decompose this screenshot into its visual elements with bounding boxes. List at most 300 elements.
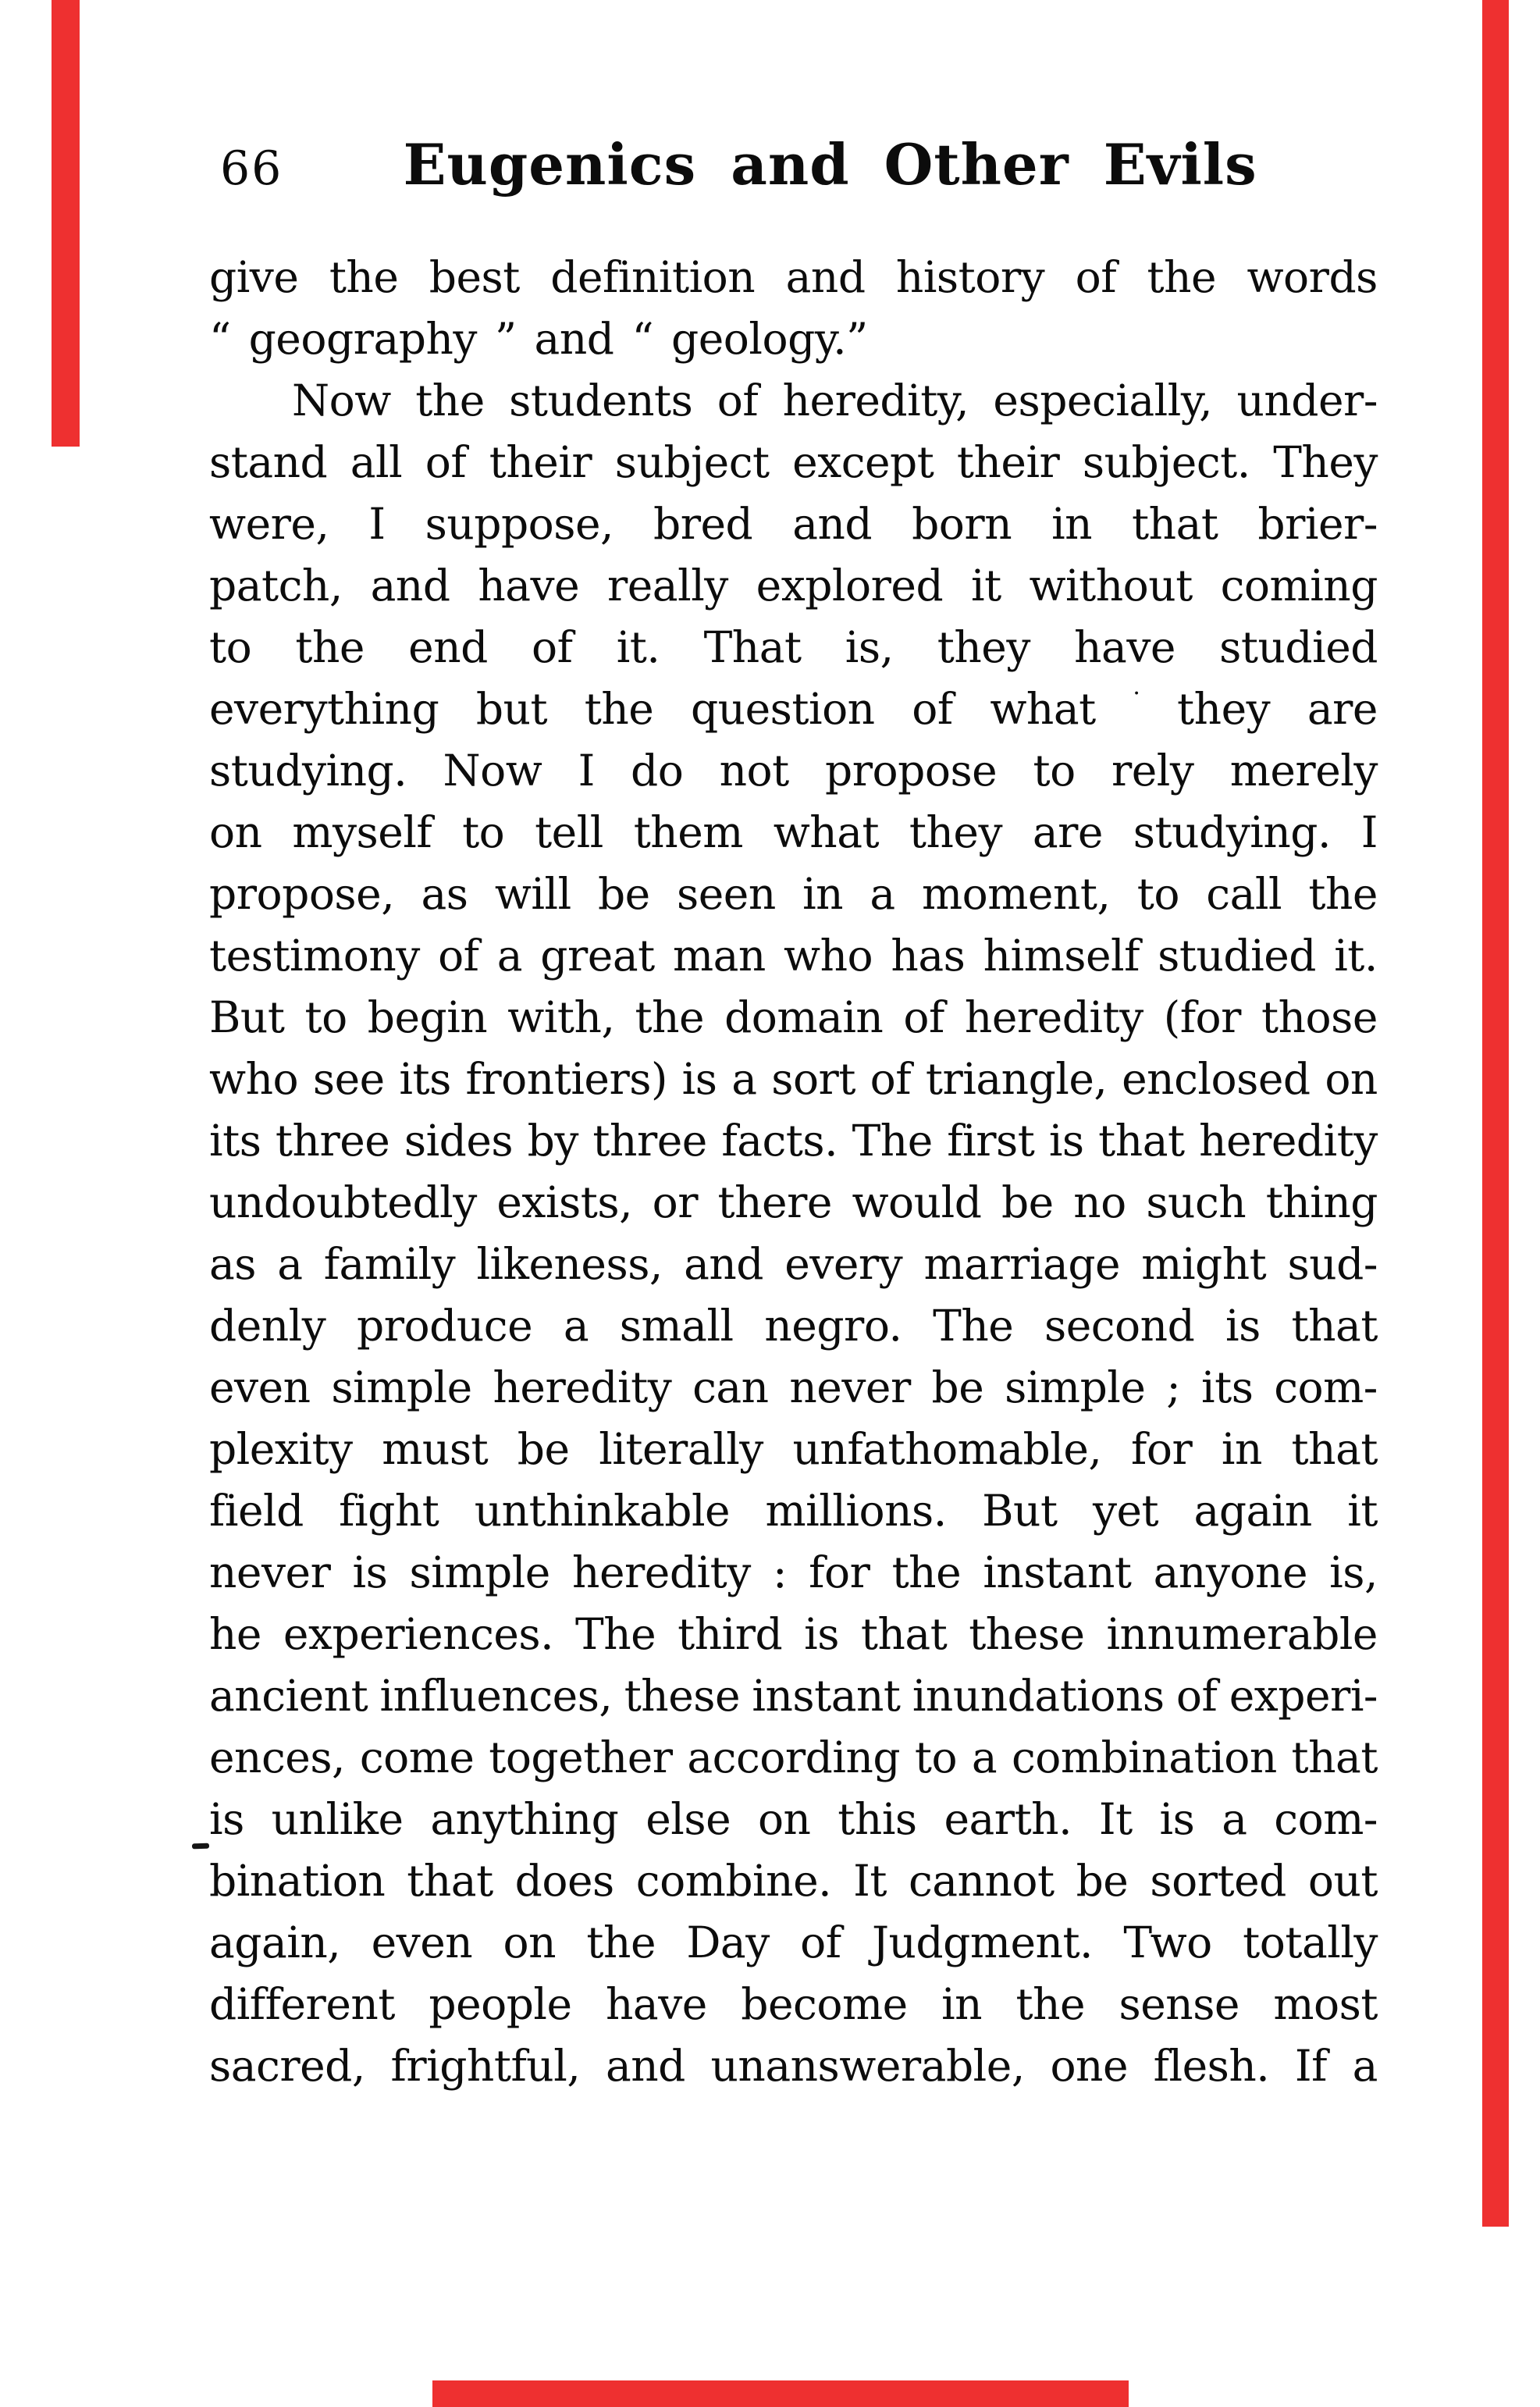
word: is bbox=[209, 1794, 244, 1844]
word: small bbox=[619, 1301, 734, 1351]
text-line bbox=[209, 1974, 1378, 2035]
word: I bbox=[578, 746, 595, 796]
word: moment, bbox=[921, 869, 1111, 919]
word: ; bbox=[1166, 1362, 1181, 1412]
word: one bbox=[1050, 2041, 1129, 2091]
word: studied bbox=[1219, 622, 1378, 672]
word: a bbox=[496, 931, 523, 981]
word: enclosed bbox=[1122, 1054, 1311, 1104]
word: the bbox=[295, 622, 365, 672]
word: is bbox=[352, 1547, 388, 1597]
word: great bbox=[540, 931, 655, 981]
word: millions. bbox=[765, 1486, 947, 1536]
word: subject bbox=[614, 437, 770, 487]
word: yet bbox=[1092, 1486, 1159, 1536]
word: Day bbox=[686, 1917, 770, 1967]
word: will bbox=[494, 869, 571, 919]
word: words bbox=[1247, 252, 1378, 302]
word: the bbox=[584, 684, 654, 734]
word: by bbox=[527, 1116, 578, 1166]
text-line bbox=[209, 740, 1378, 802]
word: of bbox=[1175, 1671, 1218, 1721]
text-line bbox=[209, 1727, 1378, 1789]
word: without bbox=[1029, 561, 1193, 611]
word: If bbox=[1294, 2041, 1328, 2091]
text-line bbox=[209, 1049, 1378, 1110]
word: But bbox=[982, 1486, 1058, 1536]
word: be bbox=[1076, 1856, 1129, 1906]
word: has bbox=[891, 931, 966, 981]
word: again, bbox=[209, 1917, 341, 1967]
red-scan-artifact-left bbox=[52, 0, 80, 447]
word: brier- bbox=[1257, 499, 1378, 549]
word: not bbox=[719, 746, 789, 796]
word: history bbox=[895, 252, 1045, 302]
word: really bbox=[606, 561, 728, 611]
word: the bbox=[1015, 1979, 1086, 2029]
word: totally bbox=[1243, 1917, 1378, 1967]
word: It bbox=[853, 1856, 887, 1906]
text-line bbox=[209, 802, 1378, 863]
word: are bbox=[1307, 684, 1378, 734]
word: they bbox=[1177, 684, 1271, 734]
text-line bbox=[209, 432, 1378, 493]
word: domain bbox=[724, 992, 884, 1042]
word: The bbox=[575, 1609, 656, 1659]
word: and bbox=[792, 499, 873, 549]
word: students bbox=[509, 376, 693, 425]
word: unthinkable bbox=[474, 1486, 731, 1536]
word: never bbox=[789, 1362, 911, 1412]
word: the bbox=[1147, 252, 1217, 302]
text-line bbox=[209, 1542, 1378, 1604]
word: of bbox=[1075, 252, 1117, 302]
word: the bbox=[635, 992, 705, 1042]
word: family bbox=[323, 1239, 456, 1289]
word: unlike bbox=[271, 1794, 404, 1844]
word: on bbox=[209, 807, 262, 857]
text-line bbox=[209, 1234, 1378, 1295]
word: Now bbox=[443, 746, 542, 796]
word: these bbox=[624, 1671, 741, 1721]
word: a bbox=[563, 1301, 589, 1351]
word: But bbox=[209, 992, 285, 1042]
word: in bbox=[941, 1979, 983, 2029]
word: is bbox=[1159, 1794, 1195, 1844]
word: propose, bbox=[209, 869, 395, 919]
word: and bbox=[605, 2041, 685, 2091]
word: never bbox=[209, 1547, 331, 1597]
word: studying. bbox=[1133, 807, 1331, 857]
word: end bbox=[408, 622, 488, 672]
word: to bbox=[1033, 746, 1076, 796]
page-header bbox=[209, 131, 1378, 201]
word: a bbox=[1222, 1794, 1247, 1844]
word: unanswerable, bbox=[710, 2041, 1025, 2091]
word: facts. bbox=[721, 1116, 838, 1166]
word: be bbox=[931, 1362, 984, 1412]
text-line bbox=[209, 1850, 1378, 1912]
word: have bbox=[478, 561, 580, 611]
word: produce bbox=[357, 1301, 533, 1351]
word: of bbox=[717, 376, 759, 425]
word: : bbox=[772, 1547, 787, 1597]
word: does bbox=[514, 1856, 614, 1906]
word: flesh. bbox=[1153, 2041, 1270, 2091]
word: under- bbox=[1236, 376, 1378, 425]
word: on bbox=[1325, 1054, 1378, 1104]
word: and bbox=[785, 252, 866, 302]
word: the bbox=[415, 376, 485, 425]
word: influences, bbox=[379, 1671, 613, 1721]
word: such bbox=[1146, 1177, 1247, 1227]
text-line bbox=[209, 1357, 1378, 1419]
word: even bbox=[371, 1917, 473, 1967]
word: on bbox=[503, 1917, 557, 1967]
word: can bbox=[692, 1362, 769, 1412]
word: for bbox=[809, 1547, 870, 1597]
word: most bbox=[1273, 1979, 1378, 2029]
word: testimony bbox=[209, 931, 420, 981]
word: be bbox=[597, 869, 650, 919]
word: experiences. bbox=[283, 1609, 554, 1659]
word: it bbox=[1347, 1486, 1378, 1536]
word: instant bbox=[983, 1547, 1132, 1597]
word: who bbox=[209, 1054, 299, 1104]
word: especially, bbox=[993, 376, 1213, 425]
word: sense bbox=[1119, 1979, 1239, 2029]
word: seen bbox=[677, 869, 776, 919]
text-line bbox=[209, 925, 1378, 987]
word: it. bbox=[1334, 931, 1378, 981]
word: they bbox=[937, 622, 1030, 672]
word: the bbox=[586, 1917, 656, 1967]
word: but bbox=[475, 684, 548, 734]
word: third bbox=[678, 1609, 783, 1659]
word: inundations bbox=[912, 1671, 1165, 1721]
word: marriage bbox=[923, 1239, 1121, 1289]
text-line bbox=[209, 1110, 1378, 1172]
word: com- bbox=[1274, 1362, 1378, 1412]
word: negro. bbox=[764, 1301, 902, 1351]
word: is bbox=[1048, 1116, 1084, 1166]
word: subject. bbox=[1082, 437, 1250, 487]
text-line: “ geography ” and “ geology.” bbox=[209, 314, 868, 364]
word: the bbox=[329, 252, 399, 302]
word: sort bbox=[771, 1054, 855, 1104]
word: he bbox=[209, 1609, 261, 1659]
word: to bbox=[462, 807, 505, 857]
text-line bbox=[209, 1789, 1378, 1850]
word: (for bbox=[1163, 992, 1241, 1042]
word: a bbox=[1352, 2041, 1378, 2091]
word: fight bbox=[339, 1486, 439, 1536]
text-line bbox=[209, 1665, 1378, 1727]
word: first bbox=[947, 1116, 1035, 1166]
word: I bbox=[368, 499, 386, 549]
word: myself bbox=[292, 807, 432, 857]
red-scan-artifact-bottom bbox=[432, 2380, 1129, 2407]
word: for bbox=[1131, 1424, 1193, 1474]
word: it bbox=[970, 561, 1001, 611]
word: second bbox=[1044, 1301, 1195, 1351]
word: a bbox=[870, 869, 895, 919]
word: propose bbox=[825, 746, 998, 796]
word: begin bbox=[367, 992, 488, 1042]
text-line bbox=[209, 247, 1378, 308]
word: else bbox=[646, 1794, 731, 1844]
word: there bbox=[717, 1177, 832, 1227]
word: to bbox=[304, 992, 347, 1042]
word: come bbox=[359, 1732, 475, 1782]
text-line bbox=[209, 555, 1378, 617]
word: frightful, bbox=[390, 2041, 581, 2091]
word: would bbox=[852, 1177, 982, 1227]
word: again bbox=[1193, 1486, 1312, 1536]
word: triangle, bbox=[925, 1054, 1108, 1104]
word: is bbox=[1225, 1301, 1261, 1351]
word: as bbox=[421, 869, 468, 919]
word: in bbox=[1051, 499, 1093, 549]
word: of bbox=[870, 1054, 912, 1104]
word: in bbox=[802, 869, 844, 919]
word: bred bbox=[653, 499, 753, 549]
word: be bbox=[1001, 1177, 1054, 1227]
word: these bbox=[969, 1609, 1085, 1659]
stray-ink-tick: · bbox=[1133, 680, 1140, 707]
word: ences, bbox=[209, 1732, 346, 1782]
word: as bbox=[209, 1239, 257, 1289]
word: heredity bbox=[1199, 1116, 1378, 1166]
word: suppose, bbox=[425, 499, 614, 549]
word: com- bbox=[1274, 1794, 1378, 1844]
word: in bbox=[1221, 1424, 1262, 1474]
word: no bbox=[1073, 1177, 1126, 1227]
word: combine. bbox=[635, 1856, 832, 1906]
text-line bbox=[209, 1295, 1378, 1357]
word: that bbox=[1291, 1424, 1378, 1474]
word: himself bbox=[983, 931, 1140, 981]
word: is bbox=[804, 1609, 839, 1659]
word: That bbox=[703, 622, 802, 672]
word: tell bbox=[535, 807, 603, 857]
word: that bbox=[860, 1609, 948, 1659]
word: a bbox=[731, 1054, 757, 1104]
word: all bbox=[350, 437, 403, 487]
word: of bbox=[532, 622, 573, 672]
word: ancient bbox=[209, 1671, 368, 1721]
word: who bbox=[784, 931, 873, 981]
text-line bbox=[209, 493, 1378, 555]
word: give bbox=[209, 252, 299, 302]
word: what bbox=[990, 684, 1096, 734]
word: best bbox=[429, 252, 520, 302]
word: even bbox=[209, 1362, 311, 1412]
word: They bbox=[1273, 437, 1378, 487]
page-title: Eugenics and Other Evils bbox=[403, 131, 1257, 198]
word: is, bbox=[1329, 1547, 1378, 1597]
word: or bbox=[652, 1177, 698, 1227]
word: studying. bbox=[209, 746, 407, 796]
word: those bbox=[1261, 992, 1378, 1042]
word: of bbox=[800, 1917, 841, 1967]
word: earth. bbox=[944, 1794, 1072, 1844]
word: sud- bbox=[1287, 1239, 1378, 1289]
word: sorted bbox=[1150, 1856, 1286, 1906]
word: instant bbox=[752, 1671, 901, 1721]
word: them bbox=[633, 807, 743, 857]
word: its bbox=[209, 1116, 261, 1166]
word: of bbox=[903, 992, 944, 1042]
word: that bbox=[1098, 1116, 1185, 1166]
ink-mark bbox=[192, 1843, 209, 1850]
word: were, bbox=[209, 499, 329, 549]
word: heredity bbox=[964, 992, 1143, 1042]
word: is bbox=[681, 1054, 717, 1104]
word: this bbox=[838, 1794, 917, 1844]
text-line bbox=[209, 1419, 1378, 1480]
text-line bbox=[209, 1480, 1378, 1542]
word: except bbox=[792, 437, 934, 487]
word: its bbox=[1201, 1362, 1254, 1412]
word: plexity bbox=[209, 1424, 353, 1474]
word: are bbox=[1032, 807, 1103, 857]
text-line bbox=[209, 1172, 1378, 1234]
word: of bbox=[425, 437, 467, 487]
word: different bbox=[209, 1979, 395, 2029]
word: simple bbox=[331, 1362, 472, 1412]
word: be bbox=[517, 1424, 570, 1474]
word: born bbox=[912, 499, 1012, 549]
word: to bbox=[914, 1732, 958, 1782]
word: according bbox=[687, 1732, 901, 1782]
word: merely bbox=[1229, 746, 1378, 796]
word: might bbox=[1141, 1239, 1267, 1289]
word: out bbox=[1307, 1856, 1378, 1906]
word: likeness, bbox=[476, 1239, 663, 1289]
word: that bbox=[1132, 499, 1218, 549]
word: heredity bbox=[493, 1362, 672, 1412]
word: a bbox=[971, 1732, 998, 1782]
word: sides bbox=[404, 1116, 514, 1166]
word: that bbox=[1291, 1301, 1378, 1351]
word: they bbox=[909, 807, 1003, 857]
text-block bbox=[209, 247, 1378, 2097]
word: the bbox=[891, 1547, 962, 1597]
word: sacred, bbox=[209, 2041, 365, 2091]
text-line bbox=[209, 1604, 1378, 1665]
word: call bbox=[1206, 869, 1282, 919]
word: must bbox=[382, 1424, 489, 1474]
word: literally bbox=[599, 1424, 763, 1474]
text-line bbox=[209, 370, 1378, 432]
word: rely bbox=[1111, 746, 1194, 796]
word: stand bbox=[209, 437, 328, 487]
word: anyone bbox=[1153, 1547, 1307, 1597]
word: anything bbox=[430, 1794, 619, 1844]
word: coming bbox=[1220, 561, 1378, 611]
word: of bbox=[912, 684, 953, 734]
word: I bbox=[1360, 807, 1378, 857]
word: definition bbox=[550, 252, 756, 302]
word: man bbox=[672, 931, 766, 981]
text-line bbox=[209, 863, 1378, 925]
word: The bbox=[852, 1116, 933, 1166]
word: and bbox=[684, 1239, 764, 1289]
word: frontiers) bbox=[465, 1054, 667, 1104]
word: Two bbox=[1123, 1917, 1212, 1967]
red-scan-artifact-right bbox=[1482, 0, 1509, 2227]
word: every bbox=[784, 1239, 903, 1289]
word: simple bbox=[409, 1547, 550, 1597]
word: innumerable bbox=[1106, 1609, 1378, 1659]
text-line bbox=[209, 1912, 1378, 1974]
word: three bbox=[592, 1116, 707, 1166]
word: It bbox=[1098, 1794, 1133, 1844]
word: a bbox=[277, 1239, 303, 1289]
word: have bbox=[606, 1979, 707, 2029]
text-line bbox=[209, 2035, 1378, 2097]
page-number: 66 bbox=[220, 141, 283, 196]
word: The bbox=[933, 1301, 1014, 1351]
word: heredity, bbox=[782, 376, 969, 425]
word: the bbox=[1308, 869, 1378, 919]
word: question bbox=[690, 684, 875, 734]
word: Now bbox=[292, 376, 391, 425]
word: heredity bbox=[572, 1547, 751, 1597]
word: is, bbox=[845, 622, 894, 672]
word: and bbox=[370, 561, 450, 611]
word: everything bbox=[209, 684, 439, 734]
text-line bbox=[209, 617, 1378, 678]
word: bination bbox=[209, 1856, 386, 1906]
word: unfathomable, bbox=[792, 1424, 1102, 1474]
word: their bbox=[956, 437, 1060, 487]
word: it. bbox=[616, 622, 660, 672]
word: patch, bbox=[209, 561, 343, 611]
word: thing bbox=[1265, 1177, 1378, 1227]
word: studied bbox=[1158, 931, 1316, 981]
word: see bbox=[312, 1054, 385, 1104]
word: its bbox=[399, 1054, 451, 1104]
word: their bbox=[489, 437, 592, 487]
word: become bbox=[741, 1979, 908, 2029]
text-line bbox=[209, 987, 1378, 1049]
word: Judgment. bbox=[871, 1917, 1094, 1967]
word: exists, bbox=[496, 1177, 633, 1227]
word: have bbox=[1074, 622, 1175, 672]
word: undoubtedly bbox=[209, 1177, 477, 1227]
word: simple bbox=[1005, 1362, 1146, 1412]
word: together bbox=[489, 1732, 673, 1782]
word: with, bbox=[507, 992, 615, 1042]
word: cannot bbox=[908, 1856, 1055, 1906]
word: field bbox=[209, 1486, 304, 1536]
word: to bbox=[209, 622, 252, 672]
word: of bbox=[438, 931, 479, 981]
word: explored bbox=[756, 561, 944, 611]
running-title-wrap bbox=[283, 131, 1378, 198]
word: combination bbox=[1011, 1732, 1277, 1782]
word: do bbox=[631, 746, 684, 796]
word: denly bbox=[209, 1301, 326, 1351]
word: what bbox=[773, 807, 880, 857]
word: that bbox=[1291, 1732, 1378, 1782]
word: to bbox=[1136, 869, 1179, 919]
word: people bbox=[429, 1979, 572, 2029]
word: three bbox=[275, 1116, 390, 1166]
word: on bbox=[757, 1794, 811, 1844]
